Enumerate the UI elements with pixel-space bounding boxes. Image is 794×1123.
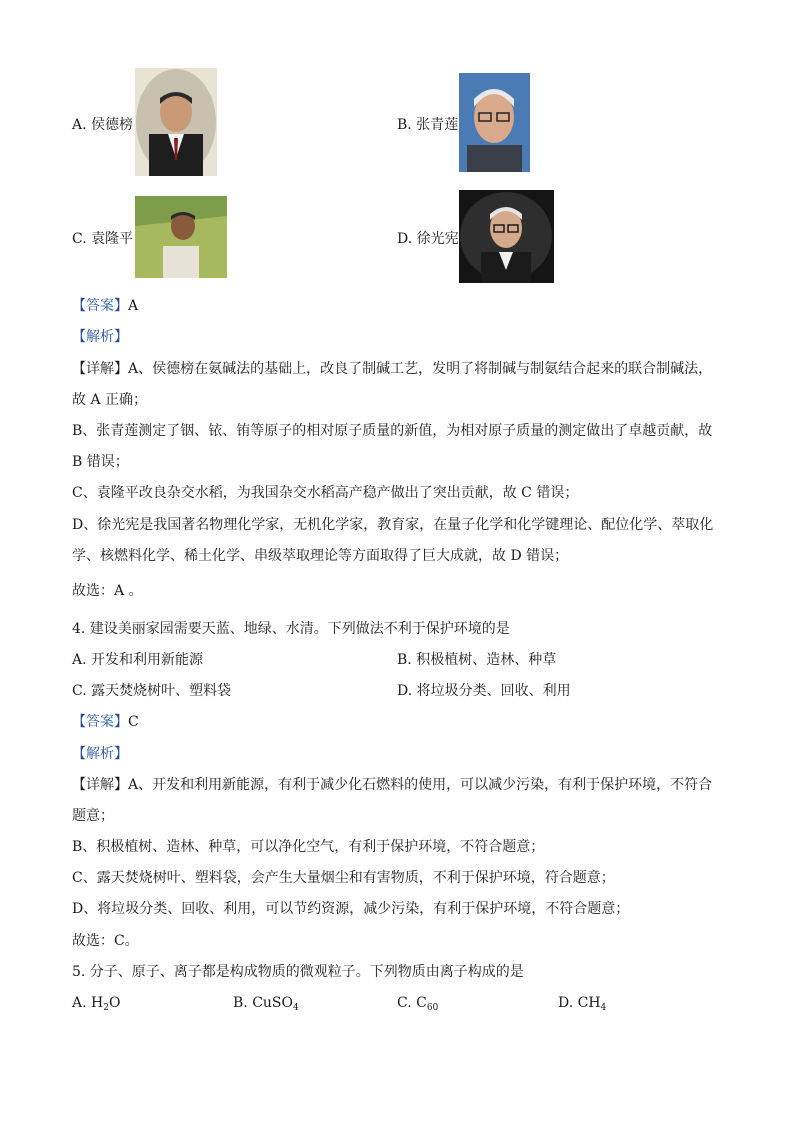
formula-subscript: 4	[600, 1003, 607, 1013]
formula-text: A. H	[72, 995, 104, 1011]
q3-detail-line-6: D、徐光宪是我国著名物理化学家，无机化学家，教育家，在量子化学和化学键理论、配位化学、萃取化	[72, 517, 714, 533]
q4-option-d: D. 将垃圾分类、回收、利用	[397, 683, 571, 699]
q4-detail-line-1	[72, 776, 712, 794]
q5-option-a	[72, 994, 120, 1012]
formula-text: D. CH	[558, 995, 601, 1011]
answer-value: C	[128, 714, 139, 730]
q5-option-d	[558, 994, 606, 1012]
q3-detail-line-3: B、张青莲测定了铟、铱、铕等原子的相对原子质量的新值，为相对原子质量的测定做出了卓越贡献，故	[72, 423, 713, 439]
q4-option-c: C. 露天焚烧树叶、塑料袋	[72, 683, 232, 699]
q3-detail-line-1	[72, 360, 712, 378]
answer-tag: 【答案】	[72, 714, 128, 730]
q4-detail-line-3: B、积极植树、造林、种草，可以净化空气，有利于保护环境，不符合题意；	[72, 839, 545, 855]
q5-option-b	[233, 994, 299, 1012]
q4-option-a: A. 开发和利用新能源	[72, 652, 204, 668]
detail-tag: 【详解】	[72, 777, 128, 793]
q4-stem: 4. 建设美丽家园需要天蓝、地绿、水清。下列做法不利于保护环境的是	[72, 621, 510, 637]
analysis-tag: 【解析】	[72, 329, 128, 345]
formula-text: B. CuSO	[233, 995, 293, 1011]
q4-detail-line-4: C、露天焚烧树叶、塑料袋，会产生大量烟尘和有害物质，不利于保护环境，符合题意；	[72, 870, 615, 886]
answer-tag: 【答案】	[72, 298, 128, 314]
formula-text: C. C	[397, 995, 427, 1011]
q4-option-b: B. 积极植树、造林、种草	[397, 652, 557, 668]
q3-answer-line	[72, 297, 138, 315]
q4-answer-line	[72, 713, 139, 731]
option-c-label: C. 袁隆平	[72, 231, 134, 247]
option-a-label: A. 侯德榜	[72, 117, 134, 133]
portrait-zhang-qinglian	[459, 73, 530, 172]
q3-detail-line-7: 学、核燃料化学、稀土化学、串级萃取理论等方面取得了巨大成就，故 D 错误；	[72, 548, 569, 564]
detail-tag: 【详解】	[72, 361, 128, 377]
q4-choose: 故选：C。	[72, 933, 139, 949]
portrait-yuan-longping	[135, 196, 227, 278]
q5-stem: 5. 分子、原子、离子都是构成物质的微观粒子。下列物质由离子构成的是	[72, 964, 524, 980]
detail-text: A、侯德榜在氨碱法的基础上，改良了制碱工艺，发明了将制碱与制氨结合起来的联合制碱法，	[128, 361, 713, 377]
q3-detail-line-4: B 错误；	[72, 454, 129, 470]
q4-detail-line-5: D、将垃圾分类、回收、利用，可以节约资源，减少污染，有利于保护环境，不符合题意；	[72, 901, 630, 917]
option-b-label: B. 张青莲	[397, 117, 459, 133]
portrait-xu-guangxian	[459, 190, 554, 283]
q3-detail-line-2: 故 A 正确；	[72, 392, 148, 408]
formula-subscript: 60	[426, 1003, 439, 1013]
answer-value: A	[128, 298, 139, 314]
analysis-tag: 【解析】	[72, 746, 128, 762]
portrait-hou-debang	[135, 68, 217, 176]
formula-subscript: 2	[103, 1003, 109, 1013]
q3-choose: 故选：A 。	[72, 583, 143, 599]
formula-subscript: 4	[293, 1003, 299, 1013]
detail-text: A、开发和利用新能源，有利于减少化石燃料的使用，可以减少污染，有利于保护环境，不符合	[128, 777, 713, 793]
q3-detail-line-5: C、袁隆平改良杂交水稻，为我国杂交水稻高产稳产做出了突出贡献，故 C 错误；	[72, 485, 579, 501]
option-d-label: D. 徐光宪	[397, 231, 459, 247]
q5-option-c	[397, 994, 438, 1012]
formula-text: O	[108, 995, 121, 1011]
q4-detail-line-2: 题意；	[72, 808, 114, 824]
